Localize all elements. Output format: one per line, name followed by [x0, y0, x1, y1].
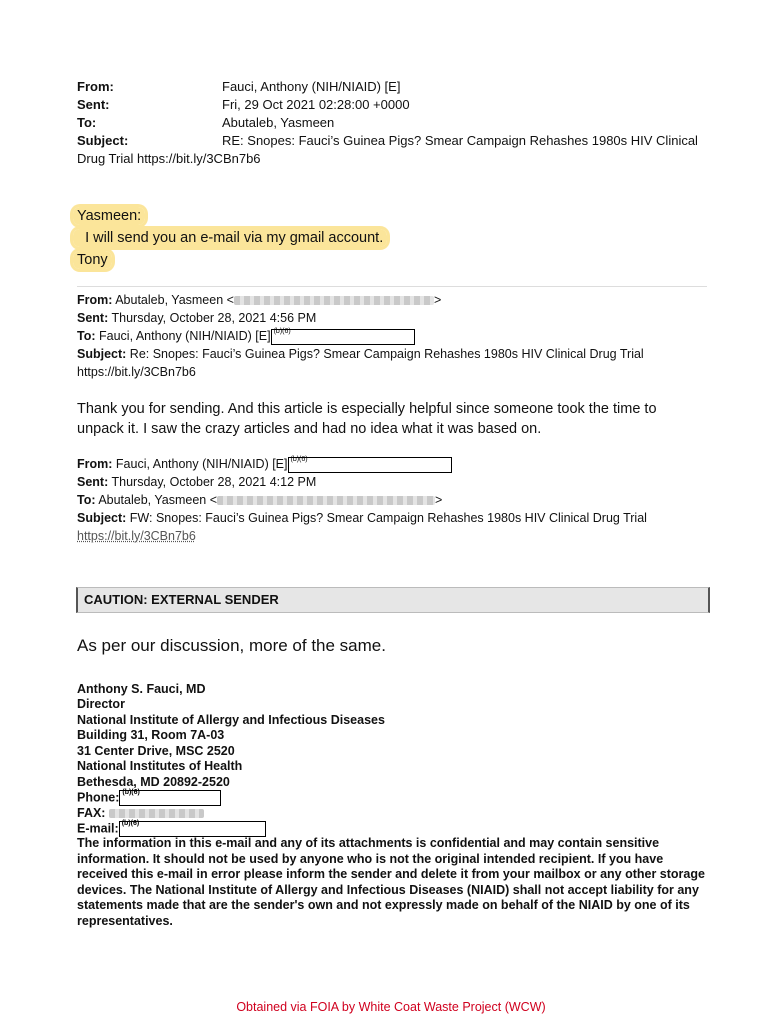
- forwarded-body: As per our discussion, more of the same.: [77, 636, 386, 655]
- header-from-value: Fauci, Anthony (NIH/NIAID) [E]: [222, 79, 401, 94]
- sig-email: E-mail: (b)(6): [77, 821, 266, 837]
- header-to-value: Abutaleb, Yasmeen: [222, 115, 335, 130]
- sig-building: Building 31, Room 7A-03: [77, 728, 225, 742]
- msg2-body-line2: unpack it. I saw the crazy articles and had no idea what it was based on.: [77, 421, 542, 437]
- header-sent-label: Sent:: [77, 97, 110, 112]
- redaction-box: (b)(6): [119, 821, 266, 837]
- msg3-to-line: To: Abutaleb, Yasmeen < >: [77, 493, 443, 507]
- sig-phone: Phone: (b)(6): [77, 790, 221, 806]
- msg3-subject-link[interactable]: https://bit.ly/3CBn7b6: [77, 529, 196, 543]
- msg2-subject-continued: https://bit.ly/3CBn7b6: [77, 365, 196, 379]
- redaction: [217, 496, 435, 505]
- reply-body: I will send you an e-mail via my gmail account.: [73, 229, 387, 247]
- disclaimer: The information in this e-mail and any of its attachments is confidential and may contain sensitive information. It should not be used by anyone who is not the original intended recipient. If you have received this e-mail in error please inform the sender and delete it from your mailbox or any other storage devices. The National Institute of Allergy and Infectious Diseases (NIAID) shall not accept liability for any statements made that are the sender's own and not expressly made on behalf of the NIAID by one of its representatives.: [77, 836, 705, 928]
- sig-nih: National Institutes of Health: [77, 759, 243, 773]
- redaction: [109, 809, 204, 818]
- caution-banner: [76, 587, 710, 613]
- msg2-to-line: To: Fauci, Anthony (NIH/NIAID) [E] (b)(6): [77, 327, 415, 346]
- sig-name: Anthony S. Fauci, MD: [77, 682, 206, 696]
- sig-org: National Institute of Allergy and Infectious Diseases: [77, 713, 385, 727]
- foia-footer: Obtained via FOIA by White Coat Waste Project (WCW): [236, 1000, 546, 1014]
- message-divider: [77, 286, 707, 287]
- header-sent-value: Fri, 29 Oct 2021 02:28:00 +0000: [222, 97, 410, 112]
- redaction: [234, 296, 434, 305]
- reply-salutation: Yasmeen:: [73, 207, 145, 225]
- sig-title: Director: [77, 697, 125, 711]
- redaction-box: (b)(6): [271, 329, 415, 345]
- msg3-sent-line: Sent: Thursday, October 28, 2021 4:12 PM: [77, 475, 317, 489]
- header-from-label: From:: [77, 79, 114, 94]
- msg2-subject-line: Subject: Re: Snopes: Fauci’s Guinea Pigs? Smear Campaign Rehashes 1980s HIV Clinical Drug Trial: [77, 347, 644, 361]
- redaction-box: (b)(6): [119, 790, 221, 806]
- msg2-from-line: From: Abutaleb, Yasmeen < >: [77, 293, 442, 307]
- header-subject-value: RE: Snopes: Fauci’s Guinea Pigs? Smear Campaign Rehashes 1980s HIV Clinical: [222, 133, 698, 148]
- msg3-from-line: From: Fauci, Anthony (NIH/NIAID) [E] (b)(6): [77, 455, 452, 474]
- header-subject-label: Subject:: [77, 133, 129, 148]
- msg3-subject-line: Subject: FW: Snopes: Fauci’s Guinea Pigs? Smear Campaign Rehashes 1980s HIV Clinical Drug Trial: [77, 511, 647, 525]
- msg2-sent-line: Sent: Thursday, October 28, 2021 4:56 PM: [77, 311, 317, 325]
- sig-city: Bethesda, MD 20892-2520: [77, 775, 230, 789]
- header-to-label: To:: [77, 115, 97, 130]
- redaction-box: (b)(6): [288, 457, 452, 473]
- sig-street: 31 Center Drive, MSC 2520: [77, 744, 235, 758]
- caution-text: CAUTION: EXTERNAL SENDER: [84, 592, 279, 607]
- sig-fax: FAX:: [77, 806, 204, 822]
- reply-signoff: Tony: [73, 251, 112, 269]
- header-subject-continued: Drug Trial https://bit.ly/3CBn7b6: [77, 151, 261, 166]
- msg2-body-line1: Thank you for sending. And this article is especially helpful since someone took the time to: [77, 401, 657, 417]
- reply-block: [73, 206, 387, 271]
